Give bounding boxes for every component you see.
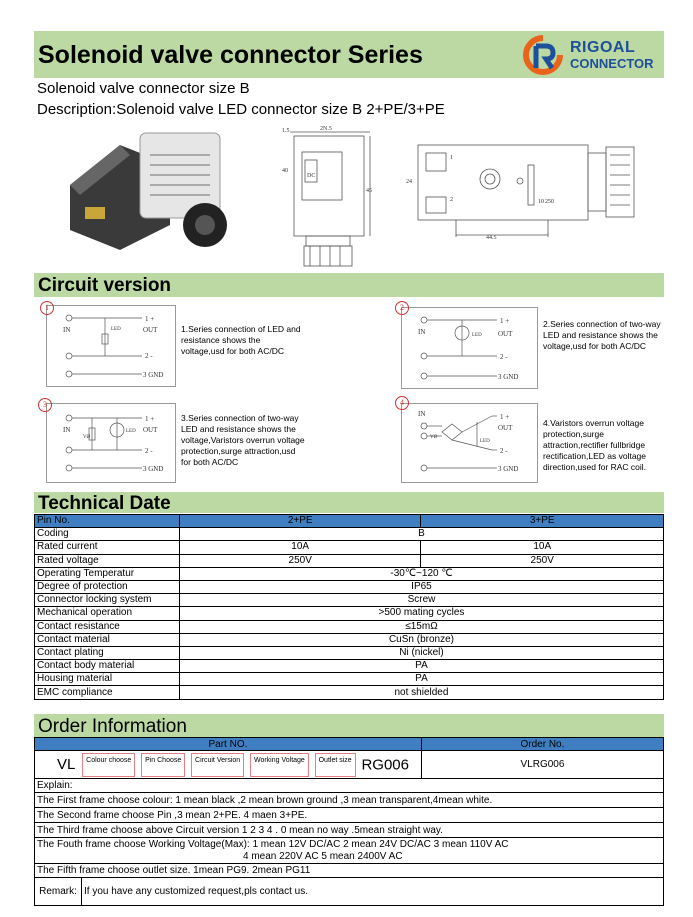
tech-row xyxy=(35,580,664,593)
tech-row-label: Degree of protection xyxy=(35,580,180,593)
tech-row-value: CuSn (bronze) xyxy=(179,633,663,646)
label-gnd: 3 GND xyxy=(143,465,164,473)
part-box-colour: Colour choose xyxy=(82,753,135,777)
logo-text-2: CONNECTOR xyxy=(570,56,654,71)
dim-label: 24 xyxy=(406,179,412,185)
explain-line: 4 mean 220V AC 5 mean 2400V AC xyxy=(243,850,403,862)
order-header-cell: Part NO. xyxy=(35,738,422,751)
description: Description:Solenoid valve LED connector size B 2+PE/3+PE xyxy=(37,101,445,118)
tech-row xyxy=(35,633,664,646)
label-out: OUT xyxy=(498,330,513,338)
label-in: IN xyxy=(63,426,71,434)
circuit-number: 2 xyxy=(395,301,409,315)
circuit-number: 3 xyxy=(38,398,52,412)
tech-header-row xyxy=(35,515,664,528)
tech-row-value: ≤15mΩ xyxy=(179,620,663,633)
label-in: IN xyxy=(418,328,426,336)
circuit-note-2: 2.Series connection of two-way LED and resistance shows the voltage,usd for both AC/DC xyxy=(543,319,661,351)
label-in: IN xyxy=(418,410,426,418)
circuit-number: 4 xyxy=(395,396,409,410)
dim-label: 1.5 xyxy=(282,128,290,134)
tech-row xyxy=(35,620,664,633)
logo-text-1: RIGOAL xyxy=(570,39,636,56)
tech-row xyxy=(35,660,664,673)
tech-row-value: Screw xyxy=(179,594,663,607)
order-header-cell: Order No. xyxy=(421,738,663,751)
tech-row-label: Mechanical operation xyxy=(35,607,180,620)
label-p2: 2 - xyxy=(145,447,153,455)
dim-label: 45 xyxy=(366,188,372,194)
label-in: IN xyxy=(63,326,71,334)
dim-label: 2N.5 xyxy=(320,126,332,132)
tech-row-label: Rated current xyxy=(35,541,180,554)
tech-row-value: 10A xyxy=(421,541,664,554)
label-led: LED xyxy=(480,439,490,444)
explain-line: The Third frame choose above Circuit version 1 2 3 4 . 0 mean no way .5mean straight way. xyxy=(35,823,664,838)
side-drawing xyxy=(280,122,380,270)
label-p1: 1 + xyxy=(500,413,510,421)
part-row xyxy=(35,751,664,779)
label-p1: 1 + xyxy=(500,317,510,325)
tech-row-label: Housing material xyxy=(35,673,180,686)
dim-label: 250 xyxy=(545,199,554,205)
tech-row-value: >500 mating cycles xyxy=(179,607,663,620)
part-box-voltage: Working Voltage xyxy=(250,753,309,777)
tech-row xyxy=(35,541,664,554)
tech-row-value: Ni (nickel) xyxy=(179,646,663,659)
dim-label: 40 xyxy=(282,168,288,174)
tech-row-label: EMC compliance xyxy=(35,686,180,699)
tech-row-label: Rated voltage xyxy=(35,554,180,567)
product-photo xyxy=(60,125,250,255)
tech-row-value: B xyxy=(179,528,663,541)
explain-line: The Fifth frame choose outlet size. 1mean PG9. 2mean PG11 xyxy=(35,864,664,878)
tech-header-cell: 2+PE xyxy=(179,515,421,528)
part-box-circuit: Circuit Version xyxy=(191,753,244,777)
tech-row-value: PA xyxy=(179,660,663,673)
label-vd: VØ xyxy=(430,435,438,440)
label-gnd: 3 GND xyxy=(143,371,164,379)
part-suffix: RG006 xyxy=(361,756,409,773)
tech-row xyxy=(35,554,664,567)
label-led: LED xyxy=(111,327,121,332)
label-vd: VØ xyxy=(83,435,91,440)
tech-row-label: Contact body material xyxy=(35,660,180,673)
technical-table xyxy=(34,514,664,700)
tech-row-label: Coding xyxy=(35,528,180,541)
order-table xyxy=(34,737,664,906)
tech-header-cell: 3+PE xyxy=(421,515,664,528)
circuit-diagram-2 xyxy=(401,307,538,389)
logo xyxy=(522,34,662,76)
tech-row-label: Connector locking system xyxy=(35,594,180,607)
circuit-diagram-1 xyxy=(46,305,176,387)
tech-row xyxy=(35,686,664,699)
circuit-note-4: 4.Varistors overrun voltage protection,surge attraction,rectifier fullbridge rectification,LED as voltage direction,used for RAC coil. xyxy=(543,418,646,472)
label-gnd: 3 GND xyxy=(498,373,519,381)
circuit-note-1: 1.Series connection of LED and resistance shows the voltage,usd for both AC/DC xyxy=(181,324,301,356)
label-p1: 1 + xyxy=(145,315,155,323)
tech-row-label: Contact resistance xyxy=(35,620,180,633)
circuit-title: Circuit version xyxy=(38,275,172,296)
dim-label: 1 xyxy=(450,155,453,161)
tech-row xyxy=(35,673,664,686)
circuit-diagram-3 xyxy=(46,403,176,483)
explain-line: The Fouth frame choose Working Voltage(Max): 1 mean 12V DC/AC 2 mean 24V DC/AC 3 mean 110V AC xyxy=(37,838,509,850)
part-box-outlet: Outlet size xyxy=(315,753,356,777)
circuit-number: 1 xyxy=(40,301,54,315)
label-p2: 2 - xyxy=(500,353,508,361)
tech-row-value: IP65 xyxy=(179,580,663,593)
tech-row-label: Operating Temperatur xyxy=(35,567,180,580)
tech-row xyxy=(35,567,664,580)
tech-header-cell: Pin No. xyxy=(35,515,180,528)
label-out: OUT xyxy=(143,426,158,434)
tech-row-value: 10A xyxy=(179,541,421,554)
order-title: Order Information xyxy=(38,716,187,737)
order-band xyxy=(34,714,664,737)
circuit-note-3: 3.Series connection of two-way LED and resistance shows the voltage,Varistors overrun voltage protection,surge attraction,usd for both AC/DC xyxy=(181,413,305,467)
tech-row-label: Contact material xyxy=(35,633,180,646)
label-led: LED xyxy=(126,429,136,434)
tech-row-value: PA xyxy=(179,673,663,686)
tech-row xyxy=(35,646,664,659)
label-gnd: 3 GND xyxy=(498,465,519,473)
remark-text: If you have any customized request,pls contact us. xyxy=(81,878,663,906)
label-out: OUT xyxy=(143,326,158,334)
explain-line: The First frame choose colour: 1 mean black ,2 mean brown ground ,3 mean transparent,4mean white. xyxy=(35,793,664,808)
tech-row-value: -30℃~120 ℃ xyxy=(179,567,663,580)
circuit-diagram-4 xyxy=(401,403,538,483)
explain-label: Explain: xyxy=(35,779,664,793)
part-box-pin: Pin Choose xyxy=(141,753,185,777)
label-led: LED xyxy=(472,333,482,338)
tech-row xyxy=(35,594,664,607)
subtitle: Solenoid valve connector size B xyxy=(37,80,250,97)
tech-row-label: Contact plating xyxy=(35,646,180,659)
label-p2: 2 - xyxy=(500,447,508,455)
part-number-cell xyxy=(35,751,422,779)
page-title: Solenoid valve connector Series xyxy=(38,41,423,69)
tech-row-value: 250V xyxy=(179,554,421,567)
dim-label: 10 xyxy=(538,199,544,205)
tech-row xyxy=(35,528,664,541)
order-header-row xyxy=(35,738,664,751)
technical-title: Technical Date xyxy=(38,493,171,514)
explain-line: The Second frame choose Pin ,3 mean 2+PE. 4 maen 3+PE. xyxy=(35,808,664,823)
tech-row-value: 250V xyxy=(421,554,664,567)
label-p1: 1 + xyxy=(145,415,155,423)
circuit-band xyxy=(34,273,664,297)
order-number: VLRG006 xyxy=(421,751,663,779)
remark-label: Remark: xyxy=(35,878,82,906)
dim-label: DC xyxy=(307,173,316,179)
part-prefix: VL xyxy=(57,756,76,773)
logo-icon xyxy=(522,34,564,76)
technical-band xyxy=(34,492,664,513)
label-p2: 2 - xyxy=(145,352,153,360)
dim-label: 44.5 xyxy=(486,235,497,241)
tech-row-value: not shielded xyxy=(179,686,663,699)
explain-line-voltage xyxy=(35,838,664,864)
front-drawing xyxy=(398,135,643,245)
tech-row xyxy=(35,607,664,620)
label-out: OUT xyxy=(498,424,513,432)
dim-label: 2 xyxy=(450,197,453,203)
